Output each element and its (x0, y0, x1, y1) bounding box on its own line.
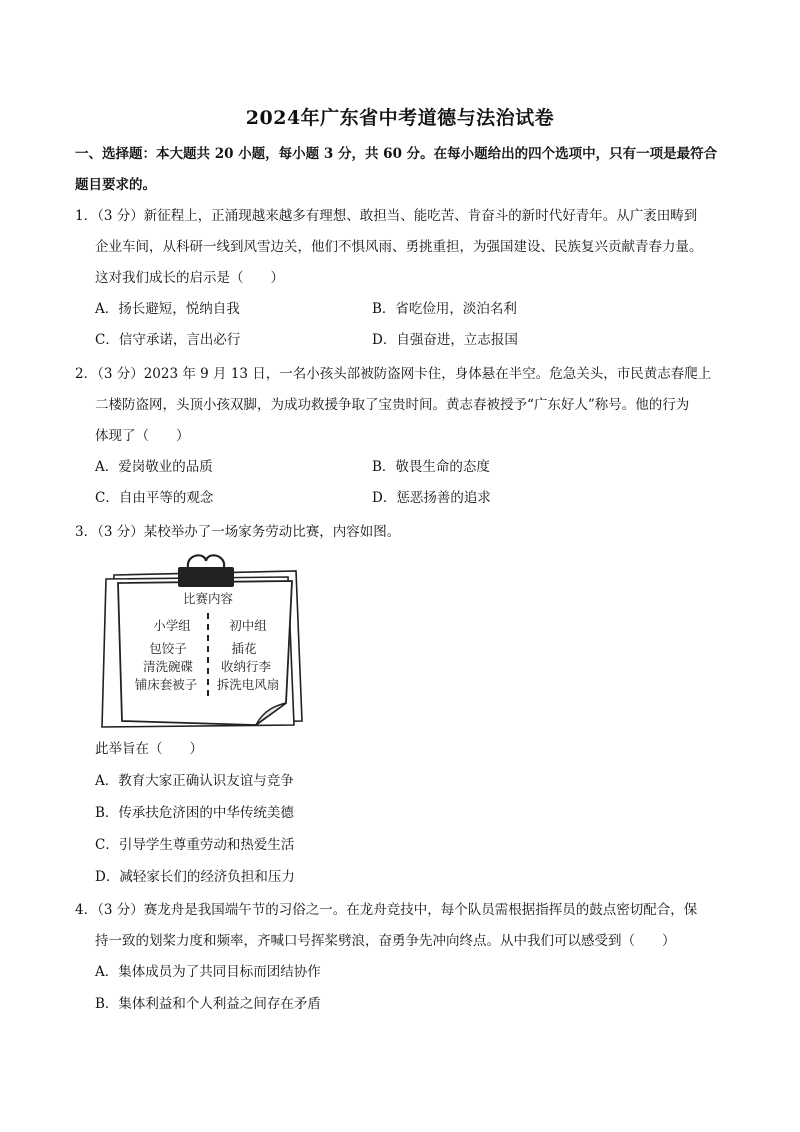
question-1-option-b[interactable]: B．省吃俭用，淡泊名利 (372, 301, 517, 317)
figure-right-item: 拆洗电风扇 (216, 677, 280, 692)
section-line: 题目要求的。 (75, 177, 156, 193)
binder-clip-icon (178, 555, 234, 587)
competition-content-figure (96, 553, 316, 733)
question-3-option-c[interactable]: C．引导学生尊重劳动和热爱生活 (95, 837, 295, 853)
question-3-option-d[interactable]: D．减轻家长们的经济负担和压力 (95, 869, 295, 885)
figure-right-item: 插花 (231, 641, 257, 656)
question-1 (75, 201, 735, 294)
question-2-line-2: 二楼防盗网，头顶小孩双脚，为成功救援争取了宝贵时间。黄志春被授予“广东好人”称号。他的行为 (95, 397, 690, 413)
question-3-option-b[interactable]: B．传承扶危济困的中华传统美德 (95, 805, 294, 821)
question-2-option-b[interactable]: B．敬畏生命的态度 (372, 459, 490, 475)
question-2-option-a[interactable]: A．爱岗敬业的品质 (95, 459, 213, 475)
question-3 (75, 517, 735, 548)
figure-left-item: 清洗碗碟 (142, 659, 194, 674)
question-1-option-d[interactable]: D．自强奋进，立志报国 (372, 332, 518, 348)
figure-left-item: 包饺子 (149, 641, 187, 656)
question-1-line-1: 1．（3 分）新征程上，正涌现越来越多有理想、敢担当、能吃苦、肯奋斗的新时代好青年。从广袤田畴到 (75, 208, 698, 224)
question-1-line-3: 这对我们成长的启示是（ ） (95, 270, 284, 286)
question-2-line-1: 2．（3 分）2023 年 9 月 13 日，一名小孩头部被防盗网卡住，身体悬在半空。危急关头，市民黄志春爬上 (75, 366, 712, 382)
question-2-option-d[interactable]: D．惩恶扬善的追求 (372, 490, 491, 506)
figure-right-item: 收纳行李 (220, 659, 272, 674)
question-4-option-a[interactable]: A．集体成员为了共同目标而团结协作 (95, 964, 321, 980)
question-1-option-c[interactable]: C．信守承诺，言出必行 (95, 332, 241, 348)
question-3-line-1: 3．（3 分）某校举办了一场家务劳动比赛，内容如图。 (75, 524, 401, 540)
question-2-option-c[interactable]: C．自由平等的观念 (95, 490, 214, 506)
question-4-line-1: 4．（3 分）赛龙舟是我国端午节的习俗之一。在龙舟竞技中，每个队员需根据指挥员的鼓点密切配合，保 (75, 902, 698, 918)
question-2-line-3: 体现了（ ） (95, 428, 190, 444)
question-1-option-a[interactable]: A．扬长避短，悦纳自我 (95, 301, 240, 317)
question-3-prompt: 此举旨在（ ） (95, 741, 203, 757)
section-line: 一、选择题：本大题共 20 小题，每小题 3 分，共 60 分。在每小题给出的四个选项中，只有一项是最符合 (75, 146, 718, 162)
figure-left-item: 铺床套被子 (134, 677, 198, 692)
figure-right-group: 初中组 (229, 618, 267, 633)
question-3-option-a[interactable]: A．教育大家正确认识友谊与竞争 (95, 773, 294, 789)
figure-heading: 比赛内容 (182, 591, 234, 606)
figure-left-group: 小学组 (153, 618, 191, 633)
question-2 (75, 359, 735, 452)
question-4-option-b[interactable]: B．集体利益和个人利益之间存在矛盾 (95, 996, 321, 1012)
question-4 (75, 895, 735, 957)
section-instructions (75, 139, 735, 201)
question-4-line-2: 持一致的划桨力度和频率，齐喊口号挥桨劈浪，奋勇争先冲向终点。从中我们可以感受到（ ） (95, 933, 676, 949)
exam-title: 2024年广东省中考道德与法治试卷 (245, 107, 555, 129)
question-1-line-2: 企业车间，从科研一线到风雪边关，他们不惧风雨、勇挑重担，为强国建设、民族复兴贡献青春力量。 (95, 239, 703, 255)
